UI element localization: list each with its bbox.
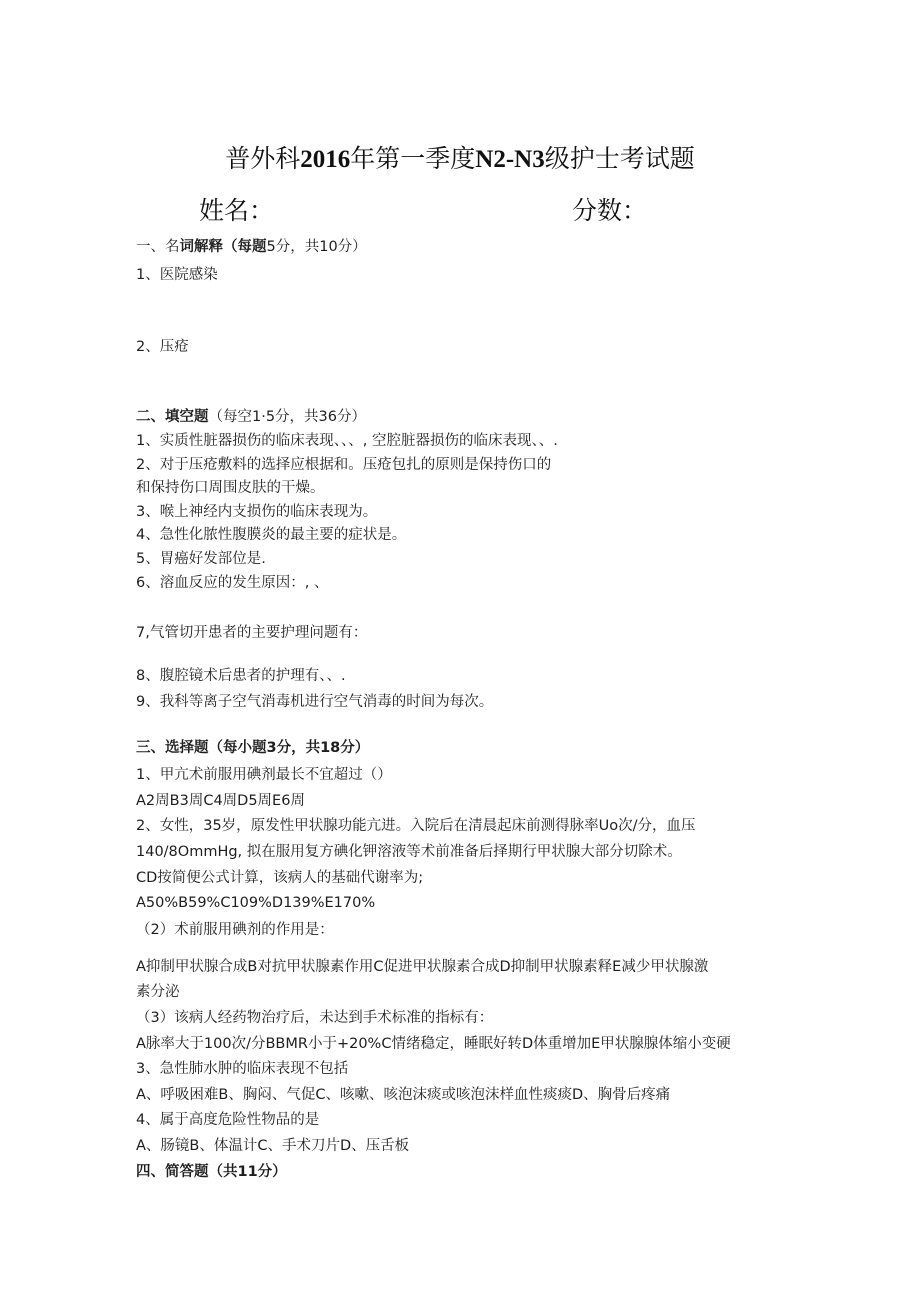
section-1-heading-prefix: 一、名	[136, 239, 180, 255]
s1-question-2: 2、压疮	[136, 339, 189, 355]
s3-question-2-sub3-options: A脉率大于100次/分BBMR小于+20%C情绪稳定，睡眠好转D体重增加E甲状腺腺体缩小变硬	[136, 1036, 731, 1052]
section-1-heading-bold: 词解释（每题	[179, 239, 267, 255]
s2-question-2-cont: 和保持伤口周围皮肤的干燥。	[136, 480, 325, 496]
s3-question-2-sub2: （2）术前服用碘剂的作用是：	[136, 922, 334, 938]
s3-question-2-sub1: CD按简便公式计算，该病人的基础代谢率为;	[136, 870, 424, 886]
s3-question-4-options: A、肠镜B、体温计C、手术刀片D、压舌板	[136, 1138, 410, 1154]
s2-question-9: 9、我科等离子空气消毒机进行空气消毒的时间为每次。	[136, 694, 494, 710]
s2-question-3: 3、喉上神经内支损伤的临床表现为。	[136, 504, 378, 520]
s2-question-7: 7,气管切开患者的主要护理问题有：	[136, 625, 368, 641]
s2-question-2: 2、对于压疮敷料的选择应根据和。压疮包扎的原则是保持伤口的	[136, 457, 552, 473]
section-2-heading-score: （每空1·5分，共36分）	[208, 409, 367, 425]
s3-question-2: 2、女性，35岁，原发性甲状腺功能亢进。入院后在清晨起床前测得脉率Uo次/分，血压	[136, 818, 696, 834]
section-2-heading	[136, 407, 366, 427]
s2-question-5: 5、胃癌好发部位是.	[136, 551, 266, 567]
section-2-heading-bold: 填空题	[165, 409, 209, 425]
s3-question-4: 4、属于高度危险性物品的是	[136, 1112, 320, 1128]
s3-question-3-options: A、呼吸困难B、胸闷、气促C、咳嗽、咳泡沫痰或咳泡沫样血性痰痰D、胸骨后疼痛	[136, 1087, 671, 1103]
section-2-heading-num: 二、	[136, 409, 165, 425]
s3-question-2-sub1-options: A50%B59%C109%D139%E170%	[136, 895, 376, 911]
section-1-heading-score: 5分，共10分）	[266, 239, 367, 255]
s3-question-2-sub2-options-cont: 素分泌	[136, 984, 180, 1000]
section-3-heading: 三、选择题（每小题3分，共18分）	[136, 740, 370, 756]
name-label: 姓名：	[199, 196, 275, 225]
s3-question-1-options: A2周B3周C4周D5周E6周	[136, 793, 305, 809]
s3-question-2-cont: 140/8OmmHg, 拟在服用复方碘化钾溶液等术前准备后择期行甲状腺大部分切除术。	[136, 844, 682, 860]
title-level: N2-N3	[475, 146, 545, 173]
section-1-heading	[136, 237, 367, 257]
title-year: 2016	[300, 146, 351, 173]
s3-question-1: 1、甲亢术前服用碘剂最长不宜超过（）	[136, 767, 392, 783]
s3-question-3: 3、急性肺水肿的临床表现不包括	[136, 1061, 349, 1077]
title-suffix: 级护士考试题	[544, 144, 695, 173]
section-4-heading: 四、简答题（共11分）	[136, 1164, 287, 1180]
s3-question-2-sub2-options: A抑制甲状腺合成B对抗甲状腺素作用C促进甲状腺素合成D抑制甲状腺素释E减少甲状腺激	[136, 959, 709, 975]
title-quarter: 年第一季度	[350, 144, 476, 173]
s2-question-6: 6、溶血反应的发生原因：, 、	[136, 575, 329, 591]
title-dept: 普外科	[225, 144, 301, 173]
s2-question-4: 4、急性化脓性腹膜炎的最主要的症状是。	[136, 527, 407, 543]
s2-question-1: 1、实质性脏器损伤的临床表现、、、, 空腔脏器损伤的临床表现、、.	[136, 433, 558, 449]
s1-question-1: 1、医院感染	[136, 267, 218, 283]
exam-title	[0, 140, 920, 179]
s2-question-8: 8、腹腔镜术后患者的护理有、、.	[136, 668, 346, 684]
score-label: 分数：	[572, 196, 648, 225]
s3-question-2-sub3: （3）该病人经药物治疗后，未达到手术标准的指标有：	[136, 1010, 494, 1026]
